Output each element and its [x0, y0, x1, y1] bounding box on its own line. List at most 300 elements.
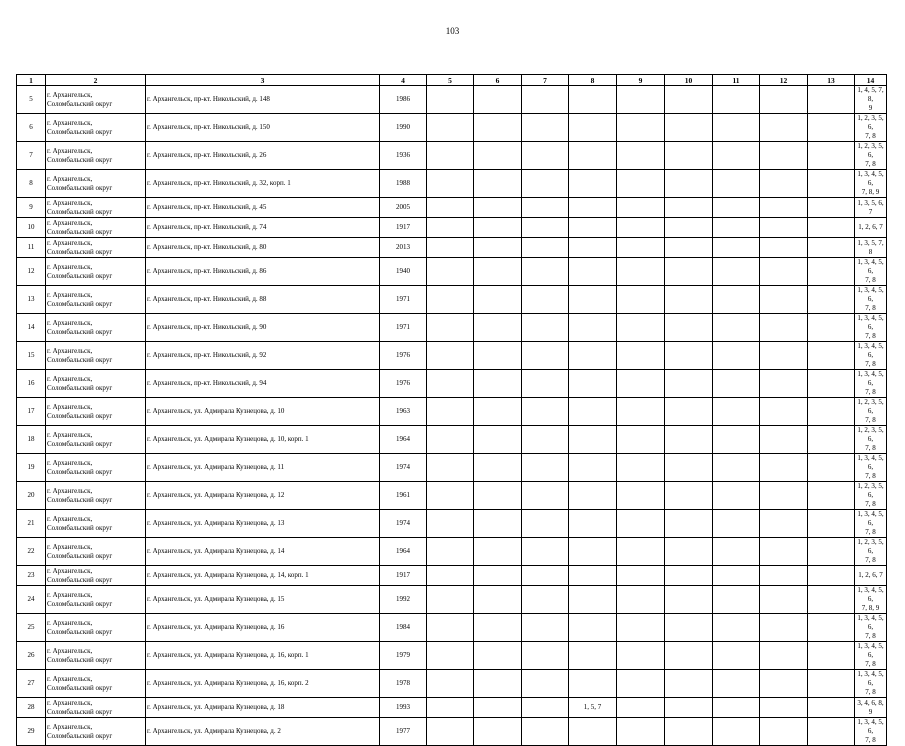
column-9-cell — [617, 142, 665, 170]
year-cell: 1961 — [380, 482, 427, 510]
column-6-cell — [474, 170, 522, 198]
column-7-cell — [522, 670, 569, 698]
column-13-cell — [808, 170, 855, 198]
table-row — [17, 670, 887, 698]
column-13-cell — [808, 670, 855, 698]
column-14-cell: 1, 4, 5, 7, 8, 9 — [855, 86, 887, 114]
column-6-cell — [474, 426, 522, 454]
column-8-cell — [569, 566, 617, 586]
column-8-cell — [569, 538, 617, 566]
column-6-cell — [474, 670, 522, 698]
column-11-cell — [713, 198, 760, 218]
row-number-cell: 29 — [17, 718, 46, 746]
column-11-cell — [713, 314, 760, 342]
year-cell: 1992 — [380, 586, 427, 614]
column-11-cell — [713, 238, 760, 258]
column-11-cell — [713, 370, 760, 398]
column-12-cell — [760, 398, 808, 426]
column-9-cell — [617, 586, 665, 614]
column-12-cell — [760, 426, 808, 454]
column-7-cell — [522, 698, 569, 718]
address-cell: г. Архангельск, пр-кт. Никольский, д. 80 — [146, 238, 380, 258]
column-10-cell — [665, 698, 713, 718]
address-cell: г. Архангельск, пр-кт. Никольский, д. 94 — [146, 370, 380, 398]
row-number-cell: 26 — [17, 642, 46, 670]
address-cell: г. Архангельск, пр-кт. Никольский, д. 86 — [146, 258, 380, 286]
column-10-cell — [665, 426, 713, 454]
column-8-cell — [569, 454, 617, 482]
column-14-cell: 1, 2, 6, 7 — [855, 218, 887, 238]
year-cell: 1964 — [380, 538, 427, 566]
column-14-cell: 1, 3, 4, 5, 6, 7, 8 — [855, 454, 887, 482]
year-cell: 2005 — [380, 198, 427, 218]
column-5-cell — [427, 370, 474, 398]
column-8-cell — [569, 198, 617, 218]
column-12-cell — [760, 510, 808, 538]
column-5-cell — [427, 698, 474, 718]
column-14-cell: 1, 3, 4, 5, 6, 7, 8 — [855, 314, 887, 342]
column-11-cell — [713, 614, 760, 642]
row-number-cell: 21 — [17, 510, 46, 538]
column-7-cell — [522, 198, 569, 218]
district-cell: г. Архангельск, Соломбальский округ — [46, 454, 146, 482]
column-12-cell — [760, 670, 808, 698]
column-7-cell — [522, 314, 569, 342]
column-10-cell — [665, 718, 713, 746]
district-cell: г. Архангельск, Соломбальский округ — [46, 586, 146, 614]
column-8-cell — [569, 342, 617, 370]
district-cell: г. Архангельск, Соломбальский округ — [46, 398, 146, 426]
table-row — [17, 258, 887, 286]
address-cell: г. Архангельск, ул. Адмирала Кузнецова, д. 18 — [146, 698, 380, 718]
column-8-cell — [569, 258, 617, 286]
column-11-cell — [713, 86, 760, 114]
address-cell: г. Архангельск, ул. Адмирала Кузнецова, д. 13 — [146, 510, 380, 538]
column-10-cell — [665, 538, 713, 566]
table-row — [17, 566, 887, 586]
column-12-cell — [760, 314, 808, 342]
column-13-cell — [808, 398, 855, 426]
column-5-cell — [427, 642, 474, 670]
column-9-cell — [617, 258, 665, 286]
table-row — [17, 586, 887, 614]
column-5-cell — [427, 718, 474, 746]
address-cell: г. Архангельск, пр-кт. Никольский, д. 92 — [146, 342, 380, 370]
address-cell: г. Архангельск, пр-кт. Никольский, д. 26 — [146, 142, 380, 170]
column-10-cell — [665, 642, 713, 670]
column-7-cell — [522, 398, 569, 426]
column-5-cell — [427, 426, 474, 454]
table-row — [17, 718, 887, 746]
table-row — [17, 114, 887, 142]
column-8-cell — [569, 286, 617, 314]
column-header-7: 7 — [522, 75, 569, 86]
row-number-cell: 13 — [17, 286, 46, 314]
row-number-cell: 6 — [17, 114, 46, 142]
column-14-cell: 1, 2, 3, 5, 6, 7, 8 — [855, 114, 887, 142]
column-6-cell — [474, 286, 522, 314]
district-cell: г. Архангельск, Соломбальский округ — [46, 198, 146, 218]
column-11-cell — [713, 510, 760, 538]
column-5-cell — [427, 286, 474, 314]
column-7-cell — [522, 370, 569, 398]
column-6-cell — [474, 114, 522, 142]
column-10-cell — [665, 286, 713, 314]
address-cell: г. Архангельск, ул. Адмирала Кузнецова, д. 16, корп. 2 — [146, 670, 380, 698]
column-5-cell — [427, 538, 474, 566]
column-14-cell: 1, 3, 4, 5, 6, 7, 8 — [855, 642, 887, 670]
column-5-cell — [427, 566, 474, 586]
row-number-cell: 25 — [17, 614, 46, 642]
column-9-cell — [617, 218, 665, 238]
column-12-cell — [760, 538, 808, 566]
column-6-cell — [474, 642, 522, 670]
address-cell: г. Архангельск, пр-кт. Никольский, д. 32, корп. 1 — [146, 170, 380, 198]
column-11-cell — [713, 642, 760, 670]
column-7-cell — [522, 586, 569, 614]
year-cell: 1977 — [380, 718, 427, 746]
column-12-cell — [760, 370, 808, 398]
column-6-cell — [474, 238, 522, 258]
table-row — [17, 454, 887, 482]
year-cell: 1936 — [380, 142, 427, 170]
year-cell: 1979 — [380, 642, 427, 670]
column-6-cell — [474, 510, 522, 538]
column-6-cell — [474, 698, 522, 718]
district-cell: г. Архангельск, Соломбальский округ — [46, 238, 146, 258]
column-13-cell — [808, 86, 855, 114]
column-6-cell — [474, 586, 522, 614]
column-11-cell — [713, 286, 760, 314]
column-13-cell — [808, 370, 855, 398]
row-number-cell: 10 — [17, 218, 46, 238]
column-9-cell — [617, 170, 665, 198]
row-number-cell: 18 — [17, 426, 46, 454]
district-cell: г. Архангельск, Соломбальский округ — [46, 114, 146, 142]
table-row — [17, 614, 887, 642]
column-5-cell — [427, 170, 474, 198]
row-number-cell: 20 — [17, 482, 46, 510]
column-7-cell — [522, 170, 569, 198]
address-cell: г. Архангельск, пр-кт. Никольский, д. 148 — [146, 86, 380, 114]
column-14-cell: 1, 3, 5, 6, 7 — [855, 198, 887, 218]
row-number-cell: 28 — [17, 698, 46, 718]
column-12-cell — [760, 86, 808, 114]
column-7-cell — [522, 238, 569, 258]
district-cell: г. Архангельск, Соломбальский округ — [46, 718, 146, 746]
column-5-cell — [427, 198, 474, 218]
column-8-cell — [569, 86, 617, 114]
column-5-cell — [427, 670, 474, 698]
column-14-cell: 1, 2, 3, 5, 6, 7, 8 — [855, 482, 887, 510]
district-cell: г. Архангельск, Соломбальский округ — [46, 642, 146, 670]
column-10-cell — [665, 670, 713, 698]
row-number-cell: 22 — [17, 538, 46, 566]
column-5-cell — [427, 342, 474, 370]
column-14-cell: 1, 2, 6, 7 — [855, 566, 887, 586]
table-row — [17, 538, 887, 566]
column-13-cell — [808, 510, 855, 538]
column-12-cell — [760, 258, 808, 286]
column-8-cell — [569, 482, 617, 510]
column-8-cell — [569, 426, 617, 454]
column-10-cell — [665, 170, 713, 198]
column-12-cell — [760, 454, 808, 482]
column-13-cell — [808, 454, 855, 482]
year-cell: 1988 — [380, 170, 427, 198]
column-11-cell — [713, 566, 760, 586]
year-cell: 1990 — [380, 114, 427, 142]
column-11-cell — [713, 114, 760, 142]
column-13-cell — [808, 642, 855, 670]
district-cell: г. Архангельск, Соломбальский округ — [46, 426, 146, 454]
district-cell: г. Архангельск, Соломбальский округ — [46, 142, 146, 170]
column-5-cell — [427, 238, 474, 258]
column-5-cell — [427, 614, 474, 642]
column-7-cell — [522, 642, 569, 670]
column-7-cell — [522, 286, 569, 314]
column-8-cell — [569, 614, 617, 642]
district-cell: г. Архангельск, Соломбальский округ — [46, 538, 146, 566]
table-row — [17, 86, 887, 114]
column-header-14: 14 — [855, 75, 887, 86]
district-cell: г. Архангельск, Соломбальский округ — [46, 86, 146, 114]
column-header-2: 2 — [46, 75, 146, 86]
column-6-cell — [474, 454, 522, 482]
page-number: 103 — [445, 26, 460, 36]
row-number-cell: 9 — [17, 198, 46, 218]
column-13-cell — [808, 114, 855, 142]
district-cell: г. Архангельск, Соломбальский округ — [46, 170, 146, 198]
column-9-cell — [617, 642, 665, 670]
column-11-cell — [713, 454, 760, 482]
column-13-cell — [808, 314, 855, 342]
year-cell: 2013 — [380, 238, 427, 258]
district-cell: г. Архангельск, Соломбальский округ — [46, 698, 146, 718]
row-number-cell: 7 — [17, 142, 46, 170]
column-9-cell — [617, 286, 665, 314]
column-12-cell — [760, 586, 808, 614]
column-14-cell: 1, 3, 4, 5, 6, 7, 8 — [855, 718, 887, 746]
column-9-cell — [617, 698, 665, 718]
row-number-cell: 19 — [17, 454, 46, 482]
column-6-cell — [474, 198, 522, 218]
column-14-cell: 1, 3, 4, 5, 6, 7, 8, 9 — [855, 170, 887, 198]
column-8-cell — [569, 586, 617, 614]
column-10-cell — [665, 370, 713, 398]
table-row — [17, 510, 887, 538]
row-number-cell: 23 — [17, 566, 46, 586]
row-number-cell: 27 — [17, 670, 46, 698]
table-row — [17, 170, 887, 198]
column-7-cell — [522, 86, 569, 114]
column-10-cell — [665, 258, 713, 286]
column-12-cell — [760, 718, 808, 746]
district-cell: г. Архангельск, Соломбальский округ — [46, 258, 146, 286]
column-header-12: 12 — [760, 75, 808, 86]
column-10-cell — [665, 86, 713, 114]
column-6-cell — [474, 258, 522, 286]
column-8-cell — [569, 314, 617, 342]
column-5-cell — [427, 86, 474, 114]
address-cell: г. Архангельск, ул. Адмирала Кузнецова, д. 16, корп. 1 — [146, 642, 380, 670]
column-12-cell — [760, 642, 808, 670]
address-cell: г. Архангельск, пр-кт. Никольский, д. 88 — [146, 286, 380, 314]
column-7-cell — [522, 454, 569, 482]
column-8-cell — [569, 218, 617, 238]
year-cell: 1917 — [380, 566, 427, 586]
address-cell: г. Архангельск, пр-кт. Никольский, д. 45 — [146, 198, 380, 218]
column-7-cell — [522, 482, 569, 510]
column-13-cell — [808, 342, 855, 370]
table-row — [17, 314, 887, 342]
column-10-cell — [665, 510, 713, 538]
column-7-cell — [522, 342, 569, 370]
year-cell: 1976 — [380, 370, 427, 398]
column-11-cell — [713, 258, 760, 286]
address-cell: г. Архангельск, пр-кт. Никольский, д. 90 — [146, 314, 380, 342]
column-7-cell — [522, 218, 569, 238]
row-number-cell: 11 — [17, 238, 46, 258]
row-number-cell: 5 — [17, 86, 46, 114]
row-number-cell: 16 — [17, 370, 46, 398]
column-9-cell — [617, 510, 665, 538]
column-13-cell — [808, 566, 855, 586]
column-5-cell — [427, 510, 474, 538]
address-cell: г. Архангельск, ул. Адмирала Кузнецова, д. 12 — [146, 482, 380, 510]
column-11-cell — [713, 342, 760, 370]
column-9-cell — [617, 370, 665, 398]
address-cell: г. Архангельск, ул. Адмирала Кузнецова, д. 14, корп. 1 — [146, 566, 380, 586]
column-12-cell — [760, 114, 808, 142]
column-11-cell — [713, 586, 760, 614]
column-6-cell — [474, 218, 522, 238]
column-header-1: 1 — [17, 75, 46, 86]
table-header-row — [17, 75, 887, 86]
column-8-cell — [569, 510, 617, 538]
column-14-cell: 1, 3, 4, 5, 6, 7, 8 — [855, 342, 887, 370]
column-14-cell: 1, 2, 3, 5, 6, 7, 8 — [855, 538, 887, 566]
column-12-cell — [760, 198, 808, 218]
column-13-cell — [808, 426, 855, 454]
column-6-cell — [474, 342, 522, 370]
column-12-cell — [760, 482, 808, 510]
column-5-cell — [427, 586, 474, 614]
column-12-cell — [760, 218, 808, 238]
column-10-cell — [665, 398, 713, 426]
column-8-cell: 1, 5, 7 — [569, 698, 617, 718]
column-14-cell: 1, 3, 4, 5, 6, 7, 8 — [855, 370, 887, 398]
column-11-cell — [713, 482, 760, 510]
column-9-cell — [617, 670, 665, 698]
column-14-cell: 3, 4, 6, 8, 9 — [855, 698, 887, 718]
column-14-cell: 1, 3, 4, 5, 6, 7, 8 — [855, 614, 887, 642]
column-8-cell — [569, 142, 617, 170]
column-8-cell — [569, 642, 617, 670]
column-6-cell — [474, 142, 522, 170]
column-7-cell — [522, 510, 569, 538]
column-6-cell — [474, 614, 522, 642]
address-cell: г. Архангельск, ул. Адмирала Кузнецова, д. 16 — [146, 614, 380, 642]
column-14-cell: 1, 3, 4, 5, 6, 7, 8, 9 — [855, 586, 887, 614]
column-8-cell — [569, 718, 617, 746]
column-12-cell — [760, 342, 808, 370]
column-header-11: 11 — [713, 75, 760, 86]
row-number-cell: 14 — [17, 314, 46, 342]
year-cell: 1978 — [380, 670, 427, 698]
table-row — [17, 286, 887, 314]
table-row — [17, 198, 887, 218]
table-row — [17, 370, 887, 398]
table-row — [17, 426, 887, 454]
year-cell: 1963 — [380, 398, 427, 426]
district-cell: г. Архангельск, Соломбальский округ — [46, 314, 146, 342]
column-8-cell — [569, 114, 617, 142]
column-13-cell — [808, 698, 855, 718]
address-cell: г. Архангельск, ул. Адмирала Кузнецова, д. 10, корп. 1 — [146, 426, 380, 454]
row-number-cell: 12 — [17, 258, 46, 286]
column-13-cell — [808, 482, 855, 510]
year-cell: 1993 — [380, 698, 427, 718]
column-13-cell — [808, 286, 855, 314]
column-8-cell — [569, 238, 617, 258]
column-10-cell — [665, 454, 713, 482]
column-7-cell — [522, 142, 569, 170]
column-13-cell — [808, 718, 855, 746]
column-13-cell — [808, 238, 855, 258]
column-8-cell — [569, 170, 617, 198]
column-5-cell — [427, 398, 474, 426]
column-10-cell — [665, 614, 713, 642]
year-cell: 1964 — [380, 426, 427, 454]
district-cell: г. Архангельск, Соломбальский округ — [46, 510, 146, 538]
district-cell: г. Архангельск, Соломбальский округ — [46, 218, 146, 238]
column-5-cell — [427, 218, 474, 238]
column-11-cell — [713, 398, 760, 426]
column-9-cell — [617, 566, 665, 586]
column-6-cell — [474, 398, 522, 426]
column-10-cell — [665, 218, 713, 238]
column-9-cell — [617, 114, 665, 142]
row-number-cell: 8 — [17, 170, 46, 198]
table-row — [17, 482, 887, 510]
column-5-cell — [427, 258, 474, 286]
table-row — [17, 342, 887, 370]
column-6-cell — [474, 370, 522, 398]
address-cell: г. Архангельск, ул. Адмирала Кузнецова, д. 11 — [146, 454, 380, 482]
year-cell: 1986 — [380, 86, 427, 114]
table-row — [17, 218, 887, 238]
column-10-cell — [665, 482, 713, 510]
column-10-cell — [665, 114, 713, 142]
column-9-cell — [617, 538, 665, 566]
year-cell: 1976 — [380, 342, 427, 370]
column-9-cell — [617, 454, 665, 482]
column-7-cell — [522, 426, 569, 454]
buildings-table — [16, 74, 887, 746]
column-10-cell — [665, 342, 713, 370]
column-13-cell — [808, 586, 855, 614]
column-5-cell — [427, 142, 474, 170]
address-cell: г. Архангельск, ул. Адмирала Кузнецова, д. 15 — [146, 586, 380, 614]
column-11-cell — [713, 718, 760, 746]
column-8-cell — [569, 370, 617, 398]
column-9-cell — [617, 614, 665, 642]
column-header-10: 10 — [665, 75, 713, 86]
district-cell: г. Архангельск, Соломбальский округ — [46, 614, 146, 642]
column-12-cell — [760, 286, 808, 314]
district-cell: г. Архангельск, Соломбальский округ — [46, 482, 146, 510]
